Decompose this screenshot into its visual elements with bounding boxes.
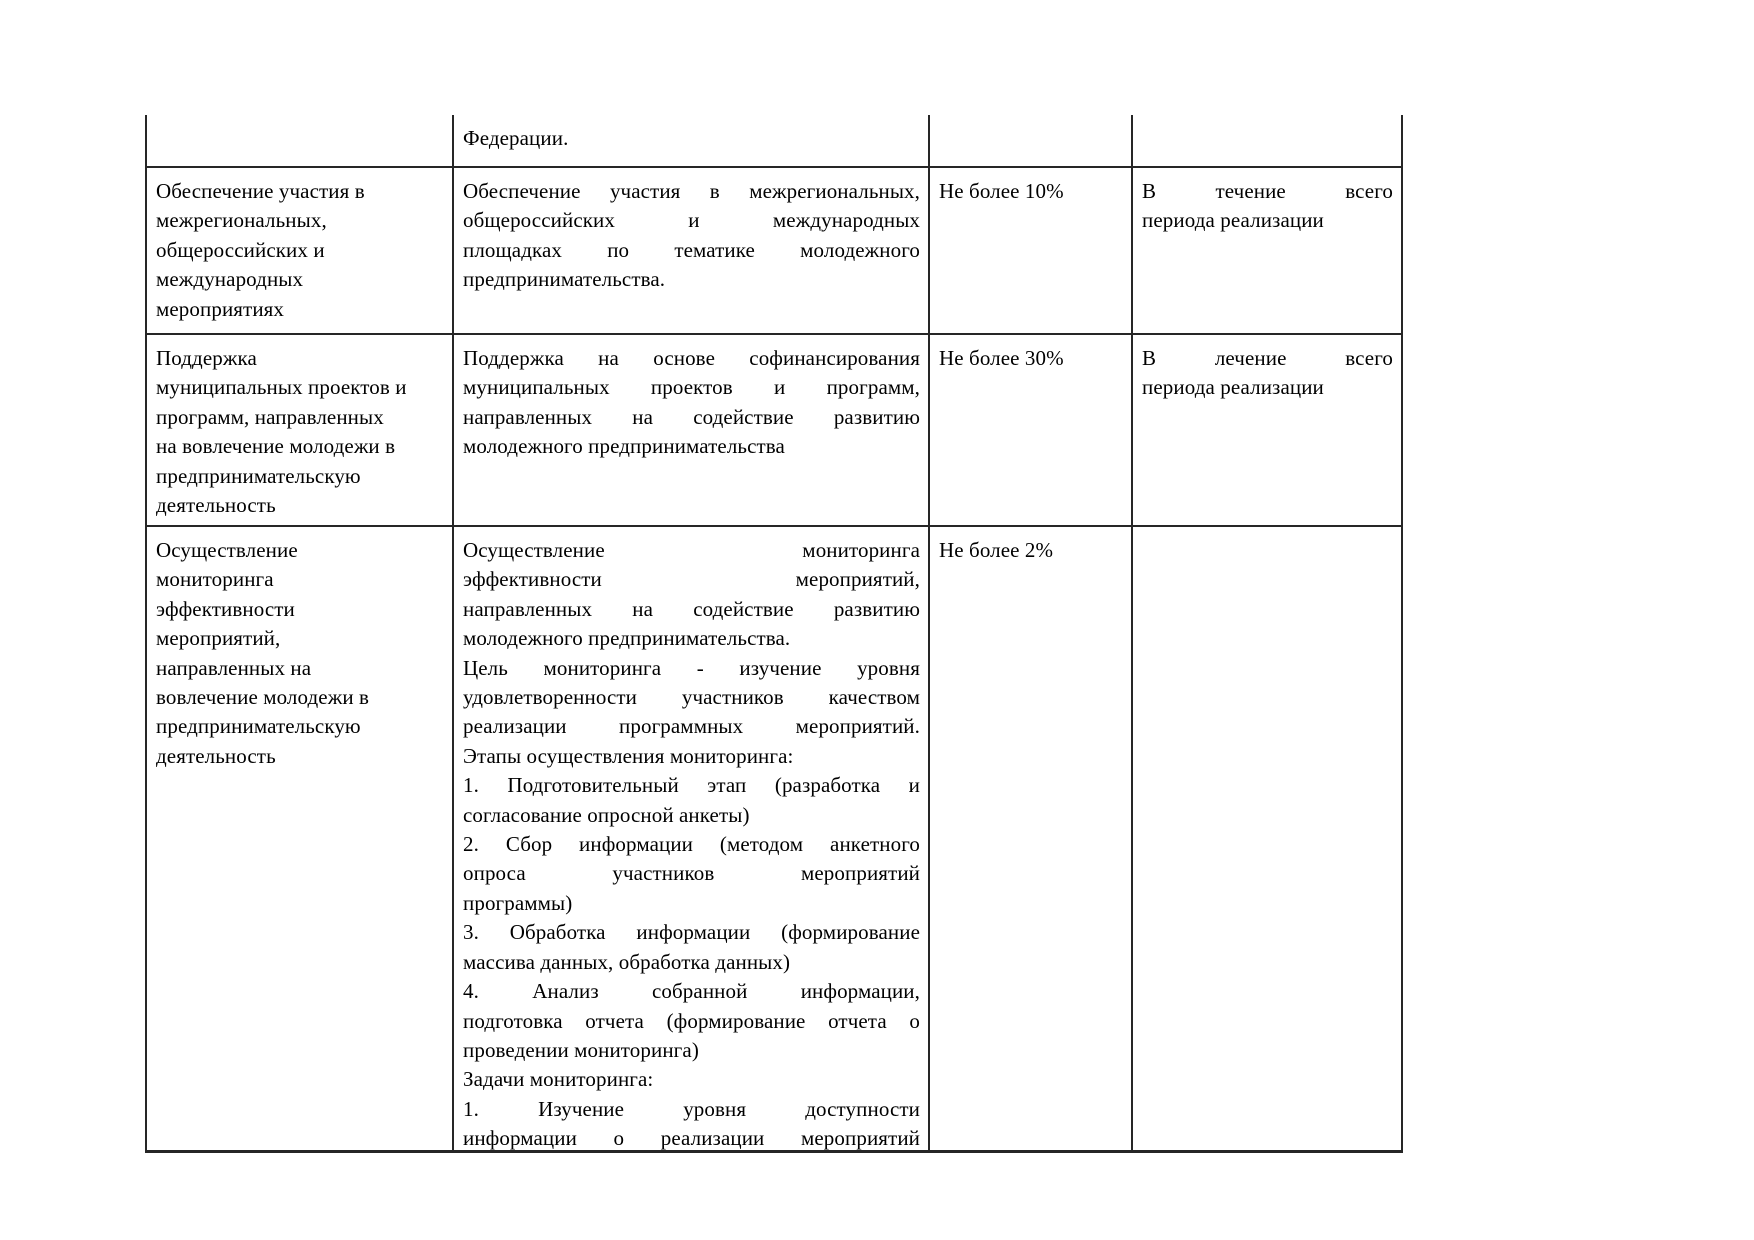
table-cell <box>454 168 930 333</box>
table-cell <box>1133 527 1403 1150</box>
table-cell <box>147 335 454 525</box>
text-line: Задачи мониторинга: <box>463 1067 654 1092</box>
text-line: информации о реализации мероприятий <box>463 1126 920 1150</box>
text-line: площадках по тематике молодежного <box>463 237 920 262</box>
table-cell <box>454 527 930 1150</box>
text-line: направленных на содействие развитию <box>463 404 920 429</box>
text-line: Осуществление <box>156 538 298 562</box>
table-cell <box>930 527 1133 1150</box>
text-line: В течение всего <box>1142 179 1393 203</box>
text-line: направленных на <box>156 655 312 680</box>
text-line: мероприятиях <box>156 296 285 321</box>
text-line: общероссийских и международных <box>463 208 920 233</box>
text-line: эффективности мероприятий, <box>463 567 920 592</box>
table-row <box>147 115 1403 168</box>
text-line: Не более 30% <box>939 346 1064 370</box>
text-line: реализации программных мероприятий. <box>463 714 920 739</box>
table-cell <box>147 527 454 1150</box>
text-line: Поддержка на основе софинансирования <box>463 346 920 370</box>
text-line: опроса участников мероприятий <box>463 861 920 886</box>
text-line: Обеспечение участия в межрегиональных, <box>463 179 920 203</box>
text-line: международных <box>156 267 304 292</box>
table-cell <box>454 115 930 166</box>
text-line: предпринимательства. <box>463 267 666 292</box>
text-line: Поддержка <box>156 346 257 370</box>
text-line: деятельность <box>156 743 276 768</box>
text-line: 1. Подготовительный этап (разработка и <box>463 773 920 798</box>
program-measures-table <box>145 115 1403 1153</box>
text-line: муниципальных проектов и <box>156 375 407 400</box>
text-line: вовлечение молодежи в <box>156 685 370 710</box>
table-cell <box>930 335 1133 525</box>
text-line: Цель мониторинга - изучение уровня <box>463 655 920 680</box>
text-line: межрегиональных, <box>156 208 327 233</box>
table-cell <box>147 168 454 333</box>
table-cell <box>454 335 930 525</box>
text-line: Обеспечение участия в <box>156 179 365 203</box>
table-cell <box>930 115 1133 166</box>
text-line: Не более 10% <box>939 179 1064 203</box>
table-cell <box>1133 168 1403 333</box>
text-line: на вовлечение молодежи в <box>156 434 396 459</box>
text-line: периода реализации <box>1142 208 1324 233</box>
text-line: программ, направленных <box>156 404 384 429</box>
text-line: Осуществление мониторинга <box>463 538 920 562</box>
text-line: Федерации. <box>463 126 569 150</box>
table-cell <box>1133 335 1403 525</box>
text-line: проведении мониторинга) <box>463 1037 699 1062</box>
text-line: Этапы осуществления мониторинга: <box>463 743 794 768</box>
text-line: программы) <box>463 890 573 915</box>
text-line: удовлетворенности участников качеством <box>463 685 920 710</box>
table-row <box>147 168 1403 335</box>
text-line: Не более 2% <box>939 538 1054 562</box>
table-cell <box>1133 115 1403 166</box>
text-line: подготовка отчета (формирование отчета о <box>463 1008 920 1033</box>
text-line: массива данных, обработка данных) <box>463 949 791 974</box>
text-line: молодежного предпринимательства. <box>463 626 791 651</box>
text-line: мероприятий, <box>156 626 281 651</box>
text-line: В лечение всего <box>1142 346 1393 370</box>
table-row <box>147 335 1403 527</box>
text-line: общероссийских и <box>156 237 325 262</box>
text-line: предпринимательскую <box>156 463 361 488</box>
table-cell <box>147 115 454 166</box>
text-line: периода реализации <box>1142 375 1324 400</box>
text-line: 3. Обработка информации (формирование <box>463 920 920 945</box>
text-line: деятельность <box>156 493 276 518</box>
text-line: согласование опросной анкеты) <box>463 802 750 827</box>
text-line: муниципальных проектов и программ, <box>463 375 920 400</box>
text-line: 4. Анализ собранной информации, <box>463 979 920 1004</box>
text-line: 1. Изучение уровня доступности <box>463 1096 920 1121</box>
text-line: 2. Сбор информации (методом анкетного <box>463 832 920 857</box>
table-cell <box>930 168 1133 333</box>
text-line: эффективности <box>156 596 295 621</box>
text-line: предпринимательскую <box>156 714 361 739</box>
table-row <box>147 527 1403 1153</box>
text-line: мониторинга <box>156 567 274 592</box>
text-line: молодежного предпринимательства <box>463 434 785 459</box>
text-line: направленных на содействие развитию <box>463 596 920 621</box>
